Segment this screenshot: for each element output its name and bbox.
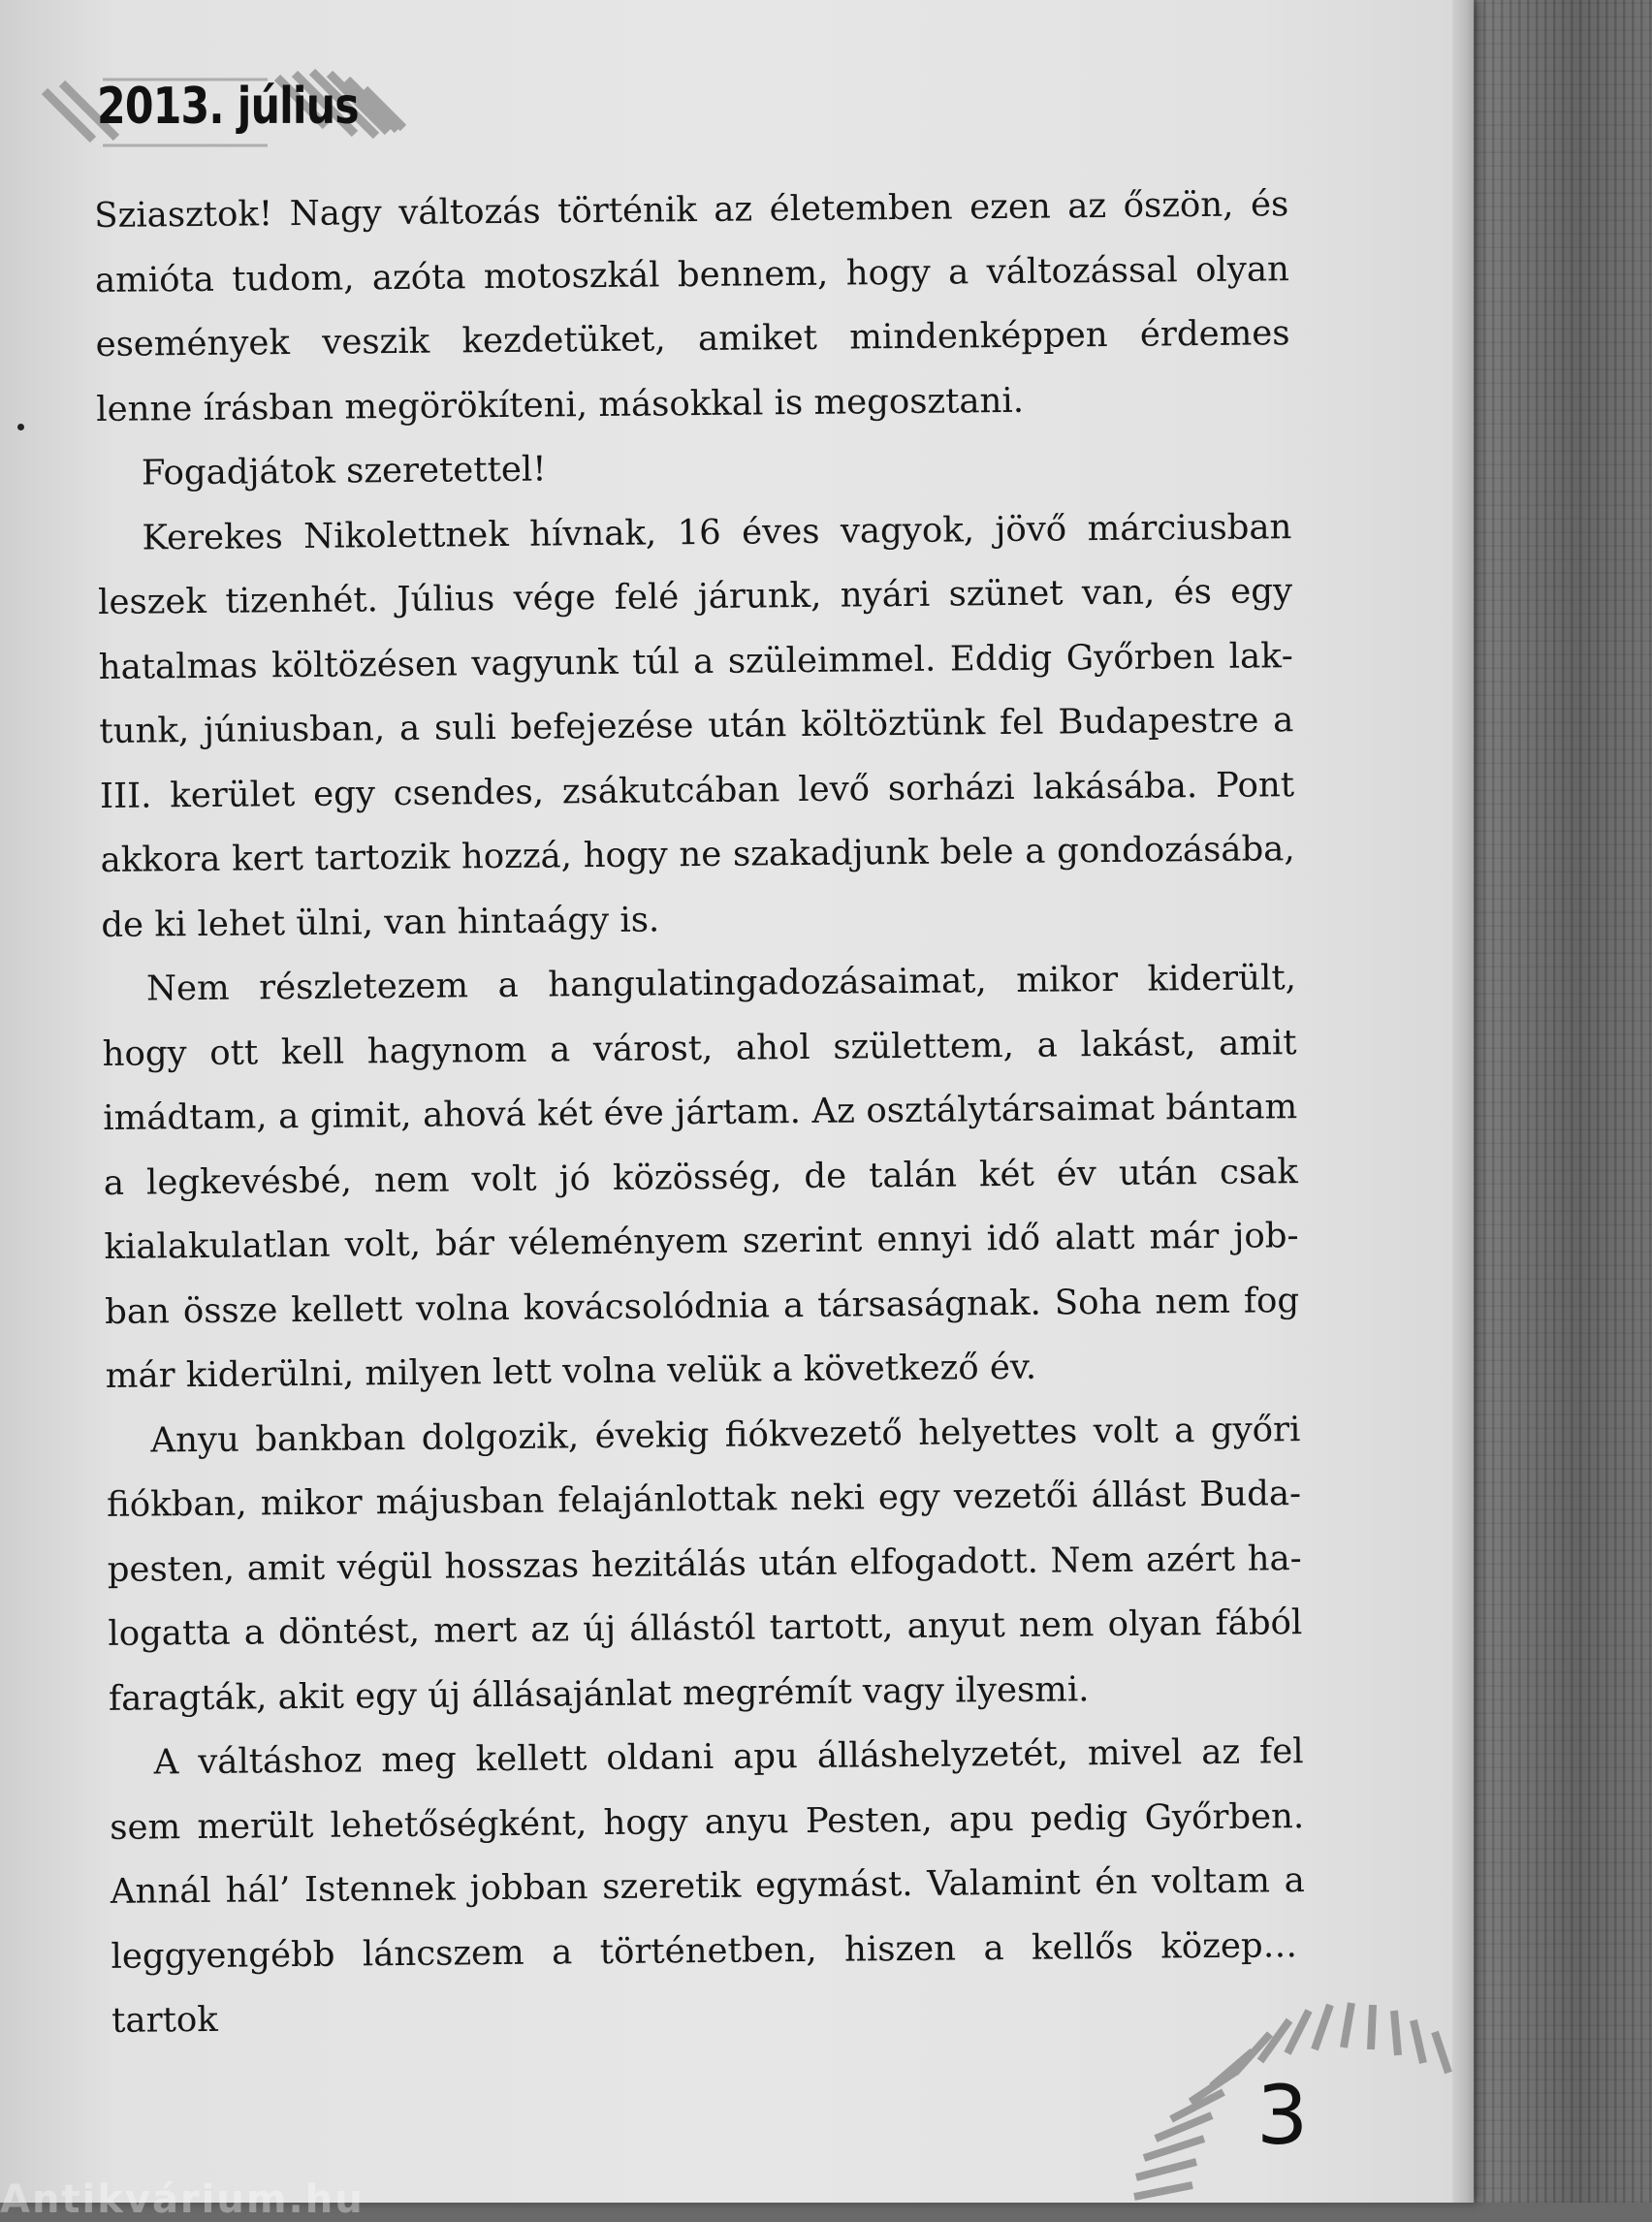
chapter-date: 2013. július <box>97 78 359 136</box>
paragraph-5: Anyu bankban dolgozik, évekig fiókvezető helyettes volt a győri fiókban, mikor májusban felajánlottak neki egy vezetői állást Budapesten, amit végül hosszas hezitálás után elfogadott. Nem azért halogatta a döntést, mert az új állástól tartott, anyut nem olyan fából faragták, akit egy új állásajánlat megrémít vagy ilyesmi. <box>106 1409 1303 1719</box>
paragraph-2: Fogadjátok szeretettel! <box>141 449 547 493</box>
paragraph-6: A váltáshoz meg kellett oldani apu álláshelyzetét, mivel az fel sem merült lehetőségként, hogy anyu Pesten, apu pedig Győrben. Annál hál’ Istennek jobban szeretik egymást. Valamint én voltam a leggyengébb láncszem a történetben, hiszen a kellős közepén tartok <box>110 1731 1306 2041</box>
paragraph-4: Nem részletezem a hangulatingadozásaimat, mikor kiderült, hogy ott kell hagynom a várost, ahol születtem, a lakást, amit imádtam, a gimit, ahová két éve jártam. Az osztálytársaimat bántam a legkevésbé, nem volt jó közösség, de talán két év után csak kialakulatlan volt, bár véleményem szerint ennyi idő alatt már jobban össze kellett volna kovácsolódnia a társaságnak. Soha nem fog már kiderülni, milyen lett volna velük a következő év. <box>102 958 1300 1396</box>
paragraph-1: Sziasztok! Nagy változás történik az életemben ezen az őszön, és amióta tudom, azóta motoszkál bennem, hogy a változással olyan események veszik kezdetüket, amiket mindenképpen érdemes lenne írásban megörökíteni, másokkal is megosztani. <box>94 184 1290 429</box>
stray-mark <box>17 424 24 430</box>
background-surface <box>1466 0 1652 2203</box>
chapter-header <box>35 70 423 157</box>
page-number: 3 <box>1256 2068 1309 2163</box>
page-edge <box>1452 0 1474 2203</box>
watermark: Antikvárium.hu <box>0 2177 365 2222</box>
paragraph-3: Kerekes Nikolettnek hívnak, 16 éves vagyok, jövő márciusban leszek tizenhét. Július vége felé járunk, nyári szünet van, és egy hatalmas költözésen vagyunk túl a szüleimmel. Eddig Győrben laktunk, júniusban, a suli befejezése után költöztünk fel Budapestre a III. kerület egy csendes, zsákutcában levő sorházi lakásába. Pont akkora kert tartozik hozzá, hogy ne szakadjunk bele a gondozásába, de ki lehet ülni, van hintaágy is. <box>97 506 1295 945</box>
body-text <box>94 173 1306 2041</box>
